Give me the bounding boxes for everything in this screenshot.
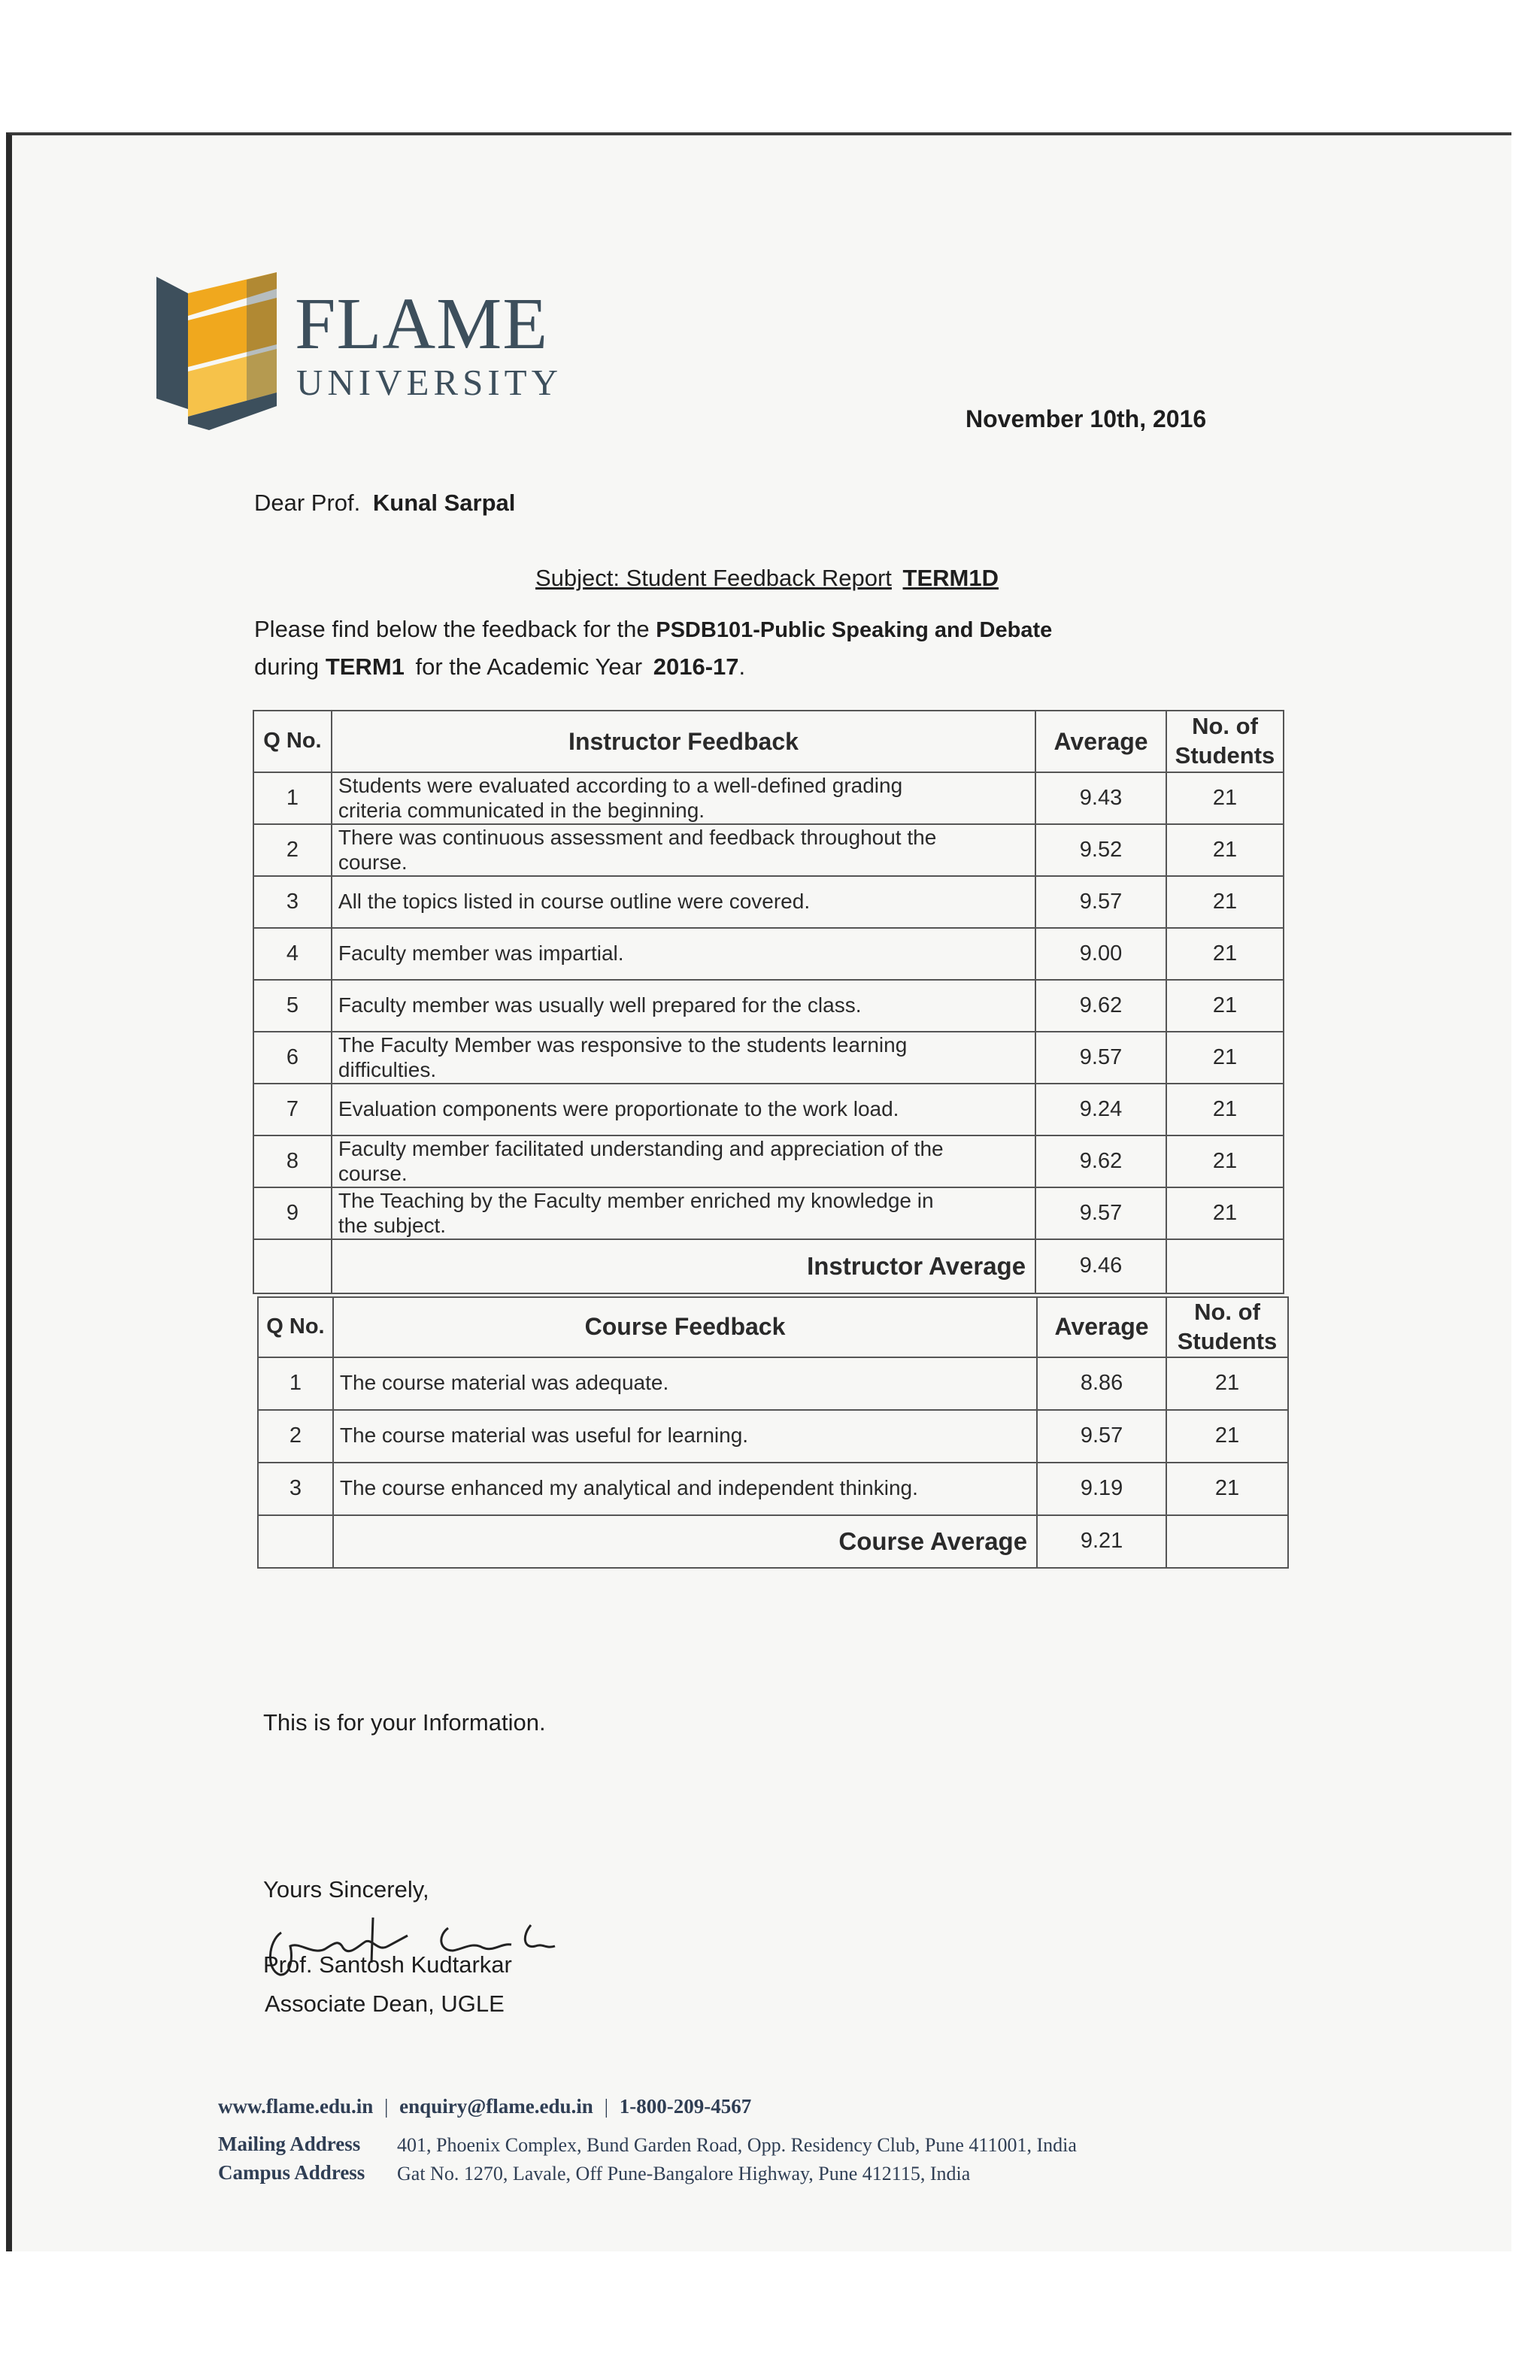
student-count: 21 xyxy=(1166,824,1284,876)
question-text: Evaluation components were proportionate to the work load. xyxy=(332,1084,1035,1135)
footer-website: www.flame.edu.in xyxy=(218,2095,374,2118)
table-row xyxy=(253,1032,1284,1084)
average-value: 9.62 xyxy=(1035,980,1166,1032)
student-count: 21 xyxy=(1166,772,1284,824)
question-number: 7 xyxy=(253,1084,332,1135)
intro-line-1 xyxy=(254,615,1052,644)
student-count: 21 xyxy=(1166,928,1284,980)
average-header: Average xyxy=(1035,711,1166,772)
table-row xyxy=(253,1084,1284,1135)
table-header-row xyxy=(258,1297,1288,1357)
question-text: There was continuous assessment and feedback throughout the course. xyxy=(332,824,1035,876)
student-count: 21 xyxy=(1166,1357,1288,1410)
table-row xyxy=(253,1187,1284,1239)
average-header: Average xyxy=(1037,1297,1166,1357)
mailing-address-label: Mailing Address xyxy=(218,2133,361,2155)
question-number: 1 xyxy=(258,1357,333,1410)
summary-label: Course Average xyxy=(333,1515,1037,1568)
student-count: 21 xyxy=(1166,1187,1284,1239)
average-value: 9.57 xyxy=(1035,876,1166,928)
table-row xyxy=(253,772,1284,824)
student-count: 21 xyxy=(1166,1084,1284,1135)
table-row xyxy=(253,1135,1284,1187)
question-text: The course material was adequate. xyxy=(333,1357,1037,1410)
summary-average-value: 9.46 xyxy=(1035,1239,1166,1293)
qno-header: Q No. xyxy=(253,711,332,772)
salutation: Dear Prof. xyxy=(254,490,361,516)
course-name: PSDB101-Public Speaking and Debate xyxy=(656,618,1053,642)
flame-university-logo xyxy=(156,272,277,430)
question-number: 6 xyxy=(253,1032,332,1084)
year-prefix: for the Academic Year xyxy=(415,653,643,680)
intro-prefix: Please find below the feedback for the xyxy=(254,616,650,642)
average-value: 8.86 xyxy=(1037,1357,1166,1410)
subject-line xyxy=(535,564,999,592)
question-number: 2 xyxy=(258,1410,333,1463)
intro-during: during xyxy=(254,653,320,680)
question-number: 8 xyxy=(253,1135,332,1187)
table-row xyxy=(253,928,1284,980)
qno-header: Q No. xyxy=(258,1297,333,1357)
closing-sincerely: Yours Sincerely, xyxy=(263,1876,429,1902)
question-text: Students were evaluated according to a well-defined grading criteria communicated in the beginning. xyxy=(332,772,1035,824)
footer-email: enquiry@flame.edu.in xyxy=(399,2095,593,2118)
question-text: The Faculty Member was responsive to the students learning difficulties. xyxy=(332,1032,1035,1084)
salutation-line xyxy=(254,489,515,517)
logo-wordmark: FLAME xyxy=(295,283,549,365)
question-text: The course material was useful for learning. xyxy=(333,1410,1037,1463)
table-row xyxy=(258,1357,1288,1410)
signatory-title: Associate Dean, UGLE xyxy=(265,1990,505,2017)
mailing-address: 401, Phoenix Complex, Bund Garden Road, Opp. Residency Club, Pune 411001, India xyxy=(397,2134,1077,2156)
student-count: 21 xyxy=(1166,1135,1284,1187)
students-header: No. of Students xyxy=(1166,1297,1288,1357)
question-text: Faculty member was impartial. xyxy=(332,928,1035,980)
campus-address-label: Campus Address xyxy=(218,2161,365,2184)
question-number: 4 xyxy=(253,928,332,980)
student-count: 21 xyxy=(1166,876,1284,928)
subject-label: Subject: Student Feedback Report xyxy=(535,565,892,591)
question-number: 5 xyxy=(253,980,332,1032)
footer-phone: 1-800-209-4567 xyxy=(619,2095,752,2118)
average-value: 9.00 xyxy=(1035,928,1166,980)
signatory-name: Prof. Santosh Kudtarkar xyxy=(263,1951,512,1978)
subject-term: TERM1D xyxy=(902,565,999,591)
course-feedback-header: Course Feedback xyxy=(333,1297,1037,1357)
course-feedback-table xyxy=(257,1296,1289,1569)
average-value: 9.24 xyxy=(1035,1084,1166,1135)
footer-contact: www.flame.edu.in | enquiry@flame.edu.in | 1-800-209-4567 xyxy=(218,2095,752,2118)
campus-address: Gat No. 1270, Lavale, Off Pune-Bangalore Highway, Pune 412115, India xyxy=(397,2163,971,2184)
students-header: No. of Students xyxy=(1166,711,1284,772)
summary-label: Instructor Average xyxy=(332,1239,1035,1293)
table-row xyxy=(253,824,1284,876)
summary-row xyxy=(253,1239,1284,1293)
student-count: 21 xyxy=(1166,1032,1284,1084)
table-row xyxy=(253,876,1284,928)
question-text: The Teaching by the Faculty member enriched my knowledge in the subject. xyxy=(332,1187,1035,1239)
question-number: 3 xyxy=(253,876,332,928)
student-count: 21 xyxy=(1166,980,1284,1032)
question-number: 2 xyxy=(253,824,332,876)
average-value: 9.62 xyxy=(1035,1135,1166,1187)
question-text: The course enhanced my analytical and independent thinking. xyxy=(333,1463,1037,1515)
question-number: 3 xyxy=(258,1463,333,1515)
question-text: Faculty member facilitated understanding and appreciation of the course. xyxy=(332,1135,1035,1187)
question-number: 1 xyxy=(253,772,332,824)
question-number: 9 xyxy=(253,1187,332,1239)
letter-date: November 10th, 2016 xyxy=(966,405,1207,432)
question-text: Faculty member was usually well prepared for the class. xyxy=(332,980,1035,1032)
info-line: This is for your Information. xyxy=(263,1709,546,1736)
recipient-name: Kunal Sarpal xyxy=(372,490,516,516)
term-name: TERM1 xyxy=(325,653,405,680)
summary-row xyxy=(258,1515,1288,1568)
instructor-feedback-table xyxy=(253,710,1284,1294)
average-value: 9.57 xyxy=(1035,1187,1166,1239)
summary-average-value: 9.21 xyxy=(1037,1515,1166,1568)
table-row xyxy=(258,1463,1288,1515)
table-row xyxy=(258,1410,1288,1463)
average-value: 9.57 xyxy=(1035,1032,1166,1084)
student-count: 21 xyxy=(1166,1463,1288,1515)
average-value: 9.19 xyxy=(1037,1463,1166,1515)
intro-line-2: during TERM1 for the Academic Year 2016-17. xyxy=(254,653,746,680)
table-header-row xyxy=(253,711,1284,772)
instructor-feedback-header: Instructor Feedback xyxy=(332,711,1035,772)
average-value: 9.43 xyxy=(1035,772,1166,824)
student-count: 21 xyxy=(1166,1410,1288,1463)
average-value: 9.57 xyxy=(1037,1410,1166,1463)
academic-year: 2016-17 xyxy=(653,653,739,680)
average-value: 9.52 xyxy=(1035,824,1166,876)
logo-subtitle: UNIVERSITY xyxy=(296,362,562,403)
table-row xyxy=(253,980,1284,1032)
question-text: All the topics listed in course outline were covered. xyxy=(332,876,1035,928)
